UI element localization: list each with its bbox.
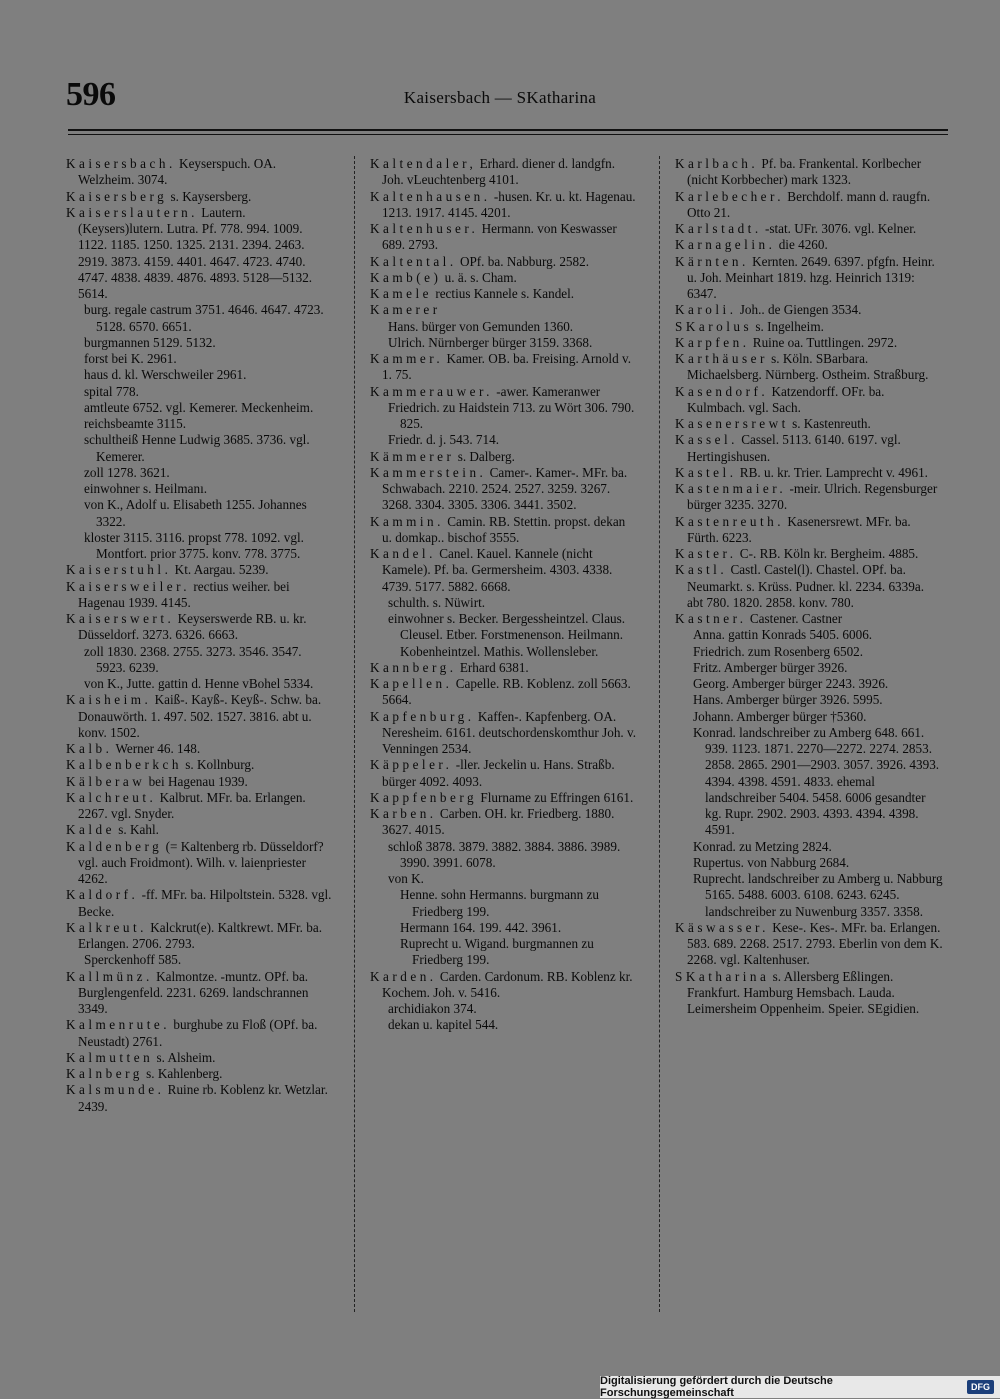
index-headword: Kalnberg bbox=[66, 1066, 143, 1081]
index-headword: Kapfenburg. bbox=[370, 708, 475, 724]
index-entry bbox=[370, 676, 638, 709]
index-headword: Kalchreut. bbox=[66, 789, 157, 805]
index-entry-text: OPf. ba. Nabburg. 2582. bbox=[456, 253, 589, 269]
index-entry-text: burg. regale castrum 3751. 4646. 4647. 4723. 5128. 6570. 6651. bbox=[84, 302, 324, 334]
index-entry-text: Hermann. von Keswasser 689. 2793. bbox=[382, 221, 617, 253]
index-headword: Karben. bbox=[370, 806, 437, 821]
index-entry-text: Canel. Kauel. Kannele (nicht Kamele). Pf. ba. Germersheim. 4303. 4338. 4739. 5177. 5882. 6668. bbox=[382, 546, 613, 594]
index-entry bbox=[675, 254, 943, 303]
index-entry bbox=[66, 676, 334, 692]
index-entry-text: RB. u. kr. Trier. Lamprecht v. 4961. bbox=[736, 464, 928, 480]
index-entry bbox=[370, 1001, 638, 1017]
index-headword: Kallmünz. bbox=[66, 968, 153, 984]
index-headword: Karlbach. bbox=[675, 156, 759, 171]
index-headword: Kammer. bbox=[370, 351, 444, 366]
index-headword: Kapellen. bbox=[370, 676, 453, 691]
index-entry bbox=[66, 839, 334, 888]
index-entry-text: reichsbeamte 3115. bbox=[84, 416, 187, 431]
index-headword: Karlstadt. bbox=[675, 221, 762, 236]
index-entry-text: Kt. Aargau. 5239. bbox=[171, 562, 269, 578]
index-entry bbox=[370, 384, 638, 400]
index-entry-text: -meir. Ulrich. Regensburger bürger 3235. 3270. bbox=[687, 481, 938, 513]
index-entry bbox=[66, 530, 334, 563]
index-entry bbox=[66, 1082, 334, 1115]
index-headword: Kassel. bbox=[675, 432, 738, 448]
index-entry-text: rectius weiher. bei Hagenau 1939. 4145. bbox=[78, 578, 290, 610]
index-entry-text: haus d. kl. Werschweiler 2961. bbox=[84, 367, 247, 383]
index-headword: Kastel. bbox=[675, 464, 737, 480]
index-entry bbox=[370, 806, 638, 839]
index-entry bbox=[675, 969, 943, 1018]
index-entry bbox=[370, 871, 638, 887]
index-entry bbox=[675, 432, 943, 465]
index-headword: Kamerer bbox=[370, 302, 441, 318]
index-entry-text: Werner 46. 148. bbox=[112, 741, 201, 756]
index-entry bbox=[66, 757, 334, 773]
index-entry bbox=[66, 822, 334, 838]
header-rule-thin bbox=[68, 134, 948, 135]
index-entry-text: burghube zu Floß (OPf. ba. Neustadt) 2761. bbox=[78, 1017, 318, 1049]
index-entry-text: Henne. sohn Hermanns. burgmann zu Friedberg 199. bbox=[400, 887, 599, 919]
index-entry-text: Ruine oa. Tuttlingen. 2972. bbox=[749, 334, 898, 350]
index-entry-text: s. Kahlenberg. bbox=[142, 1066, 223, 1081]
index-headword: Käswasser. bbox=[675, 919, 769, 935]
index-entry bbox=[66, 969, 334, 1018]
index-entry bbox=[370, 546, 638, 595]
index-entry bbox=[370, 969, 638, 1002]
index-entry bbox=[66, 400, 334, 416]
index-entry-text: s. Kastenreuth. bbox=[788, 416, 871, 431]
index-entry-text: einwohner s. Heilmanı. bbox=[84, 481, 208, 496]
index-entry bbox=[66, 562, 334, 578]
index-headword: Kaiserswert. bbox=[66, 611, 175, 626]
index-entry bbox=[370, 709, 638, 758]
index-entry bbox=[66, 790, 334, 823]
index-headword: Karthäuser bbox=[675, 351, 768, 366]
index-entry-text: von K., Adolf u. Elisabeth 1255. Johannes 3322. bbox=[84, 497, 307, 529]
index-entry bbox=[675, 302, 943, 318]
index-entry-text: die 4260. bbox=[775, 237, 828, 253]
index-entry-text: Konrad. zu Metzing 2824. bbox=[693, 838, 832, 854]
index-entry-text: Kasenersrewt. MFr. ba. Fürth. 6223. bbox=[687, 513, 911, 545]
index-column-1 bbox=[66, 156, 334, 1115]
index-entry-text: von K., Jutte. gattin d. Henne vBohel 5334. bbox=[84, 676, 314, 691]
index-entry-text: Castl. Castel(l). Chastel. OPf. ba. Neumarkt. s. Krüss. Pudner. kl. 2234. 6339a. abt 780. 1820. 2858. konv. 780. bbox=[687, 562, 924, 610]
index-entry bbox=[370, 351, 638, 384]
index-headword: Kamele bbox=[370, 286, 433, 301]
index-entry-text: s. Kollnburg. bbox=[181, 757, 255, 773]
index-headword: Kammerauwer. bbox=[370, 383, 493, 399]
index-headword: Kaltental. bbox=[370, 253, 457, 269]
index-entry-text: Joh.. de Giengen 3534. bbox=[736, 302, 862, 318]
index-entry-text: schulth. s. Nüwirt. bbox=[388, 594, 486, 610]
index-headword: Kastenmaier. bbox=[675, 481, 787, 496]
index-entry bbox=[370, 595, 638, 611]
running-head: Kaisersbach — SKatharina bbox=[403, 88, 597, 107]
index-entry-text: Flurname zu Effringen 6161. bbox=[477, 789, 634, 805]
index-entry-text: Kaiß-. Kayß-. Keyß-. Schw. ba. Donauwörth. 1. 497. 502. 1527. 3816. abt u. konv. 1502. bbox=[78, 692, 322, 740]
index-entry bbox=[370, 839, 638, 872]
index-headword: Kärnten. bbox=[675, 253, 749, 269]
index-entry-text: burgmannen 5129. 5132. bbox=[84, 334, 216, 350]
index-headword: Kamb(e) bbox=[370, 269, 442, 285]
index-entry-text: Carden. Cardonum. RB. Koblenz kr. Kochem. Joh. v. 5416. bbox=[382, 968, 633, 1000]
index-entry-text: spital 778. bbox=[84, 383, 139, 399]
index-entry-text: Georg. Amberger bürger 2243. 3926. bbox=[693, 676, 889, 691]
index-entry-text: von K. bbox=[388, 871, 424, 886]
index-entry-text: einwohner s. Becker. Bergessheintzel. Claus. Cleusel. Etber. Forstmenenson. Heilmann. Kobenheintzel. Mathis. Wollensleber. bbox=[388, 611, 626, 659]
column-divider bbox=[354, 156, 355, 1312]
index-entry-text: bei Hagenau 1939. bbox=[145, 773, 248, 789]
index-entry-text: Carben. OH. kr. Friedberg. 1880. 3627. 4015. bbox=[382, 806, 615, 838]
index-entry-text: schloß 3878. 3879. 3882. 3884. 3886. 3989. 3990. 3991. 6078. bbox=[388, 838, 621, 870]
index-entry bbox=[675, 335, 943, 351]
index-entry bbox=[66, 465, 334, 481]
index-headword: SKatharina bbox=[675, 968, 770, 984]
index-headword: Karlebecher. bbox=[675, 188, 784, 204]
index-entry bbox=[370, 319, 638, 335]
index-entry bbox=[675, 189, 943, 222]
index-column-3 bbox=[675, 156, 943, 1017]
index-entry-text: Fritz. Amberger bürger 3926. bbox=[693, 659, 848, 675]
index-entry bbox=[370, 254, 638, 270]
index-entry bbox=[66, 189, 334, 205]
index-entry bbox=[370, 660, 638, 676]
index-headword: Kasenersrewt bbox=[675, 416, 789, 431]
index-headword: Karoli. bbox=[675, 302, 737, 318]
index-entry bbox=[370, 920, 638, 936]
index-entry bbox=[66, 497, 334, 530]
index-headword: Kalb. bbox=[66, 741, 113, 756]
index-entry-text: Keyserspuch. OA. Welzheim. 3074. bbox=[78, 156, 277, 188]
index-headword: Karpfen. bbox=[675, 334, 750, 350]
index-headword: Kandel. bbox=[370, 546, 436, 561]
index-entry-text: -stat. UFr. 3076. vgl. Kelner. bbox=[761, 221, 917, 236]
index-entry bbox=[675, 416, 943, 432]
index-entry bbox=[675, 465, 943, 481]
index-entry-text: s. Köln. SBarbara. Michaelsberg. Nürnberg. Ostheim. Straßburg. bbox=[687, 351, 929, 383]
index-entry bbox=[66, 741, 334, 757]
index-entry bbox=[675, 156, 943, 189]
index-entry bbox=[66, 367, 334, 383]
index-entry bbox=[66, 920, 334, 953]
index-entry bbox=[675, 627, 943, 643]
index-entry-text: Friedrich. zu Haidstein 713. zu Wört 306. 790. 825. bbox=[388, 399, 635, 431]
index-headword: SKarolus bbox=[675, 318, 753, 334]
index-entry bbox=[370, 432, 638, 448]
index-entry bbox=[370, 189, 638, 222]
index-entry bbox=[370, 465, 638, 514]
index-entry-text: -awer. Kameranwer bbox=[492, 383, 601, 399]
index-headword: Kämmerer bbox=[370, 448, 455, 464]
index-headword: Kalde bbox=[66, 822, 115, 838]
index-entry bbox=[66, 205, 334, 303]
dfg-logo: DFG bbox=[967, 1380, 994, 1394]
index-entry bbox=[66, 692, 334, 741]
index-entry bbox=[66, 432, 334, 465]
index-entry-text: Kamer. OB. ba. Freising. Arnold v. 1. 75. bbox=[382, 351, 631, 383]
index-entry bbox=[675, 237, 943, 253]
index-entry-text: Camer-. Kamer-. MFr. ba. Schwabach. 2210. 2524. 2527. 3259. 3267. 3268. 3304. 3305. 3306. 3441. 3502. bbox=[382, 464, 628, 513]
index-headword: Kastl. bbox=[675, 562, 728, 578]
index-entry-text: Capelle. RB. Koblenz. zoll 5663. 5664. bbox=[382, 676, 631, 708]
index-entry bbox=[675, 676, 943, 692]
index-entry-text: forst bei K. 2961. bbox=[84, 351, 177, 366]
index-entry bbox=[66, 416, 334, 432]
index-entry bbox=[675, 839, 943, 855]
index-entry bbox=[66, 481, 334, 497]
index-entry bbox=[370, 335, 638, 351]
index-headword: Kastenreuth. bbox=[675, 513, 785, 529]
digitization-credit-bar bbox=[600, 1376, 1000, 1398]
index-entry bbox=[370, 757, 638, 790]
index-entry-text: Ruprecht u. Wigand. burgmannen zu Friedberg 199. bbox=[400, 936, 594, 968]
index-entry bbox=[66, 579, 334, 612]
index-headword: Kaisersberg bbox=[66, 188, 168, 204]
index-entry-text: archidiakon 374. bbox=[388, 1001, 477, 1016]
index-entry-text: u. ä. s. Cham. bbox=[441, 269, 517, 285]
index-entry bbox=[675, 871, 943, 920]
index-entry bbox=[675, 221, 943, 237]
index-entry-text: Erhard 6381. bbox=[456, 659, 529, 675]
index-entry bbox=[370, 887, 638, 920]
index-headword: Kalkreut. bbox=[66, 919, 147, 935]
index-entry-text: Keyserswerde RB. u. kr. Düsseldorf. 3273. 6326. 6663. bbox=[78, 611, 307, 643]
index-entry bbox=[370, 221, 638, 254]
index-entry bbox=[370, 936, 638, 969]
index-entry-text: zoll 1278. 3621. bbox=[84, 464, 170, 480]
index-entry-text: Kernten. 2649. 6397. pfgfn. Heinr. u. Joh. Meinhart 1819. hzg. Heinrich 1319: 6347. bbox=[687, 253, 935, 301]
index-entry-text: Lautern. (Keysers)lutern. Lutra. Pf. 778. 994. 1009. 1122. 1185. 1250. 1325. 2131. 2394. 2463. 2919. 3873. 4159. 4401. 4647. 4723. 4740. 4747. 4838. 4839. 4876. 4893. 5128—5132. 5614. bbox=[78, 204, 313, 301]
index-entry bbox=[66, 644, 334, 677]
index-entry-text: Camin. RB. Stettin. propst. dekan u. domkap.. bischof 3555. bbox=[382, 513, 626, 545]
index-entry-text: s. Dalberg. bbox=[454, 448, 515, 464]
index-entry bbox=[370, 611, 638, 660]
index-entry bbox=[370, 790, 638, 806]
index-headword: Kaltenhausen. bbox=[370, 188, 491, 204]
index-headword: Kammin. bbox=[370, 513, 444, 529]
index-entry-text: Johann. Amberger bürger †5360. bbox=[693, 708, 867, 724]
index-entry bbox=[370, 286, 638, 302]
index-entry bbox=[66, 351, 334, 367]
index-headword: Kalmenrute. bbox=[66, 1017, 171, 1033]
index-entry bbox=[675, 546, 943, 562]
index-entry-text: Kalmontze. -muntz. OPf. ba. Burglengenfeld. 2231. 6269. landschrannen 3349. bbox=[78, 968, 309, 1016]
index-entry bbox=[675, 692, 943, 708]
index-entry-text: s. Kaysersberg. bbox=[167, 188, 252, 204]
index-entry bbox=[675, 514, 943, 547]
index-headword: Kastner. bbox=[675, 611, 747, 626]
index-entry-text: kloster 3115. 3116. propst 778. 1092. vgl. Montfort. prior 3775. konv. 778. 3775. bbox=[84, 529, 304, 561]
index-entry bbox=[66, 1017, 334, 1050]
index-headword: Kaldorf. bbox=[66, 887, 139, 903]
index-headword: Karden. bbox=[370, 968, 437, 984]
index-entry-text: -ller. Jeckelin u. Hans. Straßb. bürger 4092. 4093. bbox=[382, 757, 615, 789]
index-entry bbox=[370, 302, 638, 318]
index-entry bbox=[675, 725, 943, 839]
index-entry-text: Katzendorff. OFr. ba. Kulmbach. vgl. Sach. bbox=[687, 383, 885, 415]
index-headword: Kaster. bbox=[675, 546, 737, 561]
index-entry-text: Berchdolf. mann d. raugfn. Otto 21. bbox=[687, 188, 931, 220]
index-headword: Kaiserslautern. bbox=[66, 204, 198, 220]
index-entry-text: amtleute 6752. vgl. Kemerer. Meckenheim. bbox=[84, 399, 314, 415]
index-entry bbox=[66, 156, 334, 189]
index-entry-text: dekan u. kapitel 544. bbox=[388, 1017, 499, 1033]
index-entry bbox=[675, 481, 943, 514]
index-entry bbox=[66, 887, 334, 920]
index-entry bbox=[370, 270, 638, 286]
index-headword: Kaldenberg bbox=[66, 838, 163, 854]
index-entry bbox=[675, 611, 943, 627]
index-entry-text: (= Kaltenberg rb. Düsseldorf? vgl. auch Froidmont). Wilh. v. laienpriester 4262. bbox=[78, 838, 324, 886]
index-entry-text: Friedr. d. j. 543. 714. bbox=[388, 432, 499, 448]
index-entry-text: Kalbrut. MFr. ba. Erlangen. 2267. vgl. Snyder. bbox=[78, 789, 306, 821]
index-headword: Kalbenberkch bbox=[66, 757, 182, 773]
index-entry-text: rectius Kannele s. Kandel. bbox=[432, 286, 575, 301]
index-entry bbox=[370, 514, 638, 547]
index-entry-text: Cassel. 5113. 6140. 6197. vgl. Hertingishusen. bbox=[687, 432, 901, 464]
index-headword: Kasendorf. bbox=[675, 383, 769, 399]
index-entry-text: Rupertus. von Nabburg 2684. bbox=[693, 854, 850, 870]
index-entry-text: s. Kahl. bbox=[115, 822, 159, 838]
index-entry bbox=[66, 952, 334, 968]
index-entry-text: -ff. MFr. ba. Hilpoltstein. 5328. vgl. Becke. bbox=[78, 887, 332, 919]
index-entry bbox=[66, 384, 334, 400]
index-headword: Kaisersweiler. bbox=[66, 578, 191, 594]
index-entry-text: Ruine rb. Koblenz kr. Wetzlar. 2439. bbox=[78, 1082, 328, 1114]
index-headword: Kaltendaler, bbox=[370, 156, 477, 171]
index-headword: Kannberg. bbox=[370, 659, 457, 675]
header-rule-thick bbox=[68, 129, 948, 131]
index-entry bbox=[66, 1050, 334, 1066]
index-entry-text: Hermann 164. 199. 442. 3961. bbox=[400, 919, 562, 935]
index-entry-text: Friedrich. zum Rosenberg 6502. bbox=[693, 643, 864, 659]
index-entry bbox=[66, 335, 334, 351]
index-entry bbox=[675, 319, 943, 335]
index-entry bbox=[66, 611, 334, 644]
index-entry-text: s. Allersberg Eßlingen. Frankfurt. Hamburg Hemsbach. Lauda. Leimersheim Oppenheim. Speier. SEgidien. bbox=[687, 968, 920, 1016]
index-entry bbox=[675, 384, 943, 417]
index-entry-text: Hans. bürger von Gemunden 1360. bbox=[388, 318, 574, 334]
index-headword: Kalsmunde. bbox=[66, 1082, 165, 1098]
index-entry bbox=[66, 302, 334, 335]
index-entry-text: Sperckenhoff 585. bbox=[84, 952, 182, 968]
index-entry bbox=[675, 709, 943, 725]
index-entry bbox=[370, 449, 638, 465]
index-entry-text: Ruprecht. landschreiber zu Amberg u. Nabburg 5165. 5488. 6003. 6108. 6243. 6245. landschreiber zu Nuwenburg 3357. 3358. bbox=[693, 871, 943, 919]
index-entry bbox=[370, 1017, 638, 1033]
index-headword: Kammerstein. bbox=[370, 464, 487, 480]
index-entry bbox=[370, 400, 638, 433]
index-entry-text: Konrad. landschreiber zu Amberg 648. 661. 939. 1123. 1871. 2270—2272. 2274. 2853. 2858. 2865. 2901—2903. 3057. 3926. 4393. 4394. 4398. 4591. 4833. ehemal landschreiber 5404. 5458. 6006 gesandter kg. Rupr. 2902. 2903. 4393. 4394. 4398. 4591. bbox=[693, 724, 940, 838]
index-entry-text: s. Alsheim. bbox=[153, 1049, 216, 1065]
index-headword: Kaltenhuser. bbox=[370, 221, 479, 236]
index-entry bbox=[675, 855, 943, 871]
digitization-credit-text: Digitalisierung gefördert durch die Deutsche Forschungsgemeinschaft bbox=[600, 1375, 833, 1399]
index-entry-text: Hans. Amberger bürger 3926. 5995. bbox=[693, 692, 883, 708]
index-headword: Kälberaw bbox=[66, 773, 146, 789]
index-headword: Kaiserstuhl. bbox=[66, 562, 172, 578]
index-entry bbox=[675, 351, 943, 384]
index-entry-text: Kalckrut(e). Kaltkrewt. MFr. ba. Erlangen. 2706. 2793. bbox=[78, 919, 322, 951]
index-entry-text: -husen. Kr. u. kt. Hagenau. 1213. 1917. 4145. 4201. bbox=[382, 188, 636, 220]
index-column-2 bbox=[370, 156, 638, 1034]
page-number: 596 bbox=[66, 76, 116, 113]
column-divider bbox=[659, 156, 660, 1312]
index-headword: Kaisersbach. bbox=[66, 156, 176, 171]
index-headword: Kaisheim. bbox=[66, 692, 152, 708]
index-headword: Käppeler. bbox=[370, 757, 453, 773]
index-headword: Kappfenberg bbox=[370, 789, 478, 805]
index-entry bbox=[675, 660, 943, 676]
index-entry bbox=[675, 920, 943, 969]
index-entry bbox=[370, 156, 638, 189]
index-entry-text: Kese-. Kes-. MFr. ba. Erlangen. 583. 689. 2268. 2517. 2793. Eberlin von dem K. 2268. vgl. Kaltenhuser. bbox=[687, 919, 943, 968]
index-entry-text: Erhard. diener d. landgfn. Joh. vLeuchtenberg 4101. bbox=[382, 156, 616, 188]
index-entry bbox=[675, 644, 943, 660]
index-entry-text: schultheiß Henne Ludwig 3685. 3736. vgl. Kemerer. bbox=[84, 432, 310, 464]
index-entry-text: s. Ingelheim. bbox=[752, 318, 824, 334]
index-headword: Karnagelin. bbox=[675, 237, 776, 253]
index-entry-text: Kaffen-. Kapfenberg. OA. Neresheim. 6161. deutschordenskomthur Joh. v. Venningen 2534. bbox=[382, 708, 637, 756]
index-entry-text: zoll 1830. 2368. 2755. 3273. 3546. 3547. 5923. 6239. bbox=[84, 643, 302, 675]
index-entry-text: Anna. gattin Konrads 5405. 6006. bbox=[693, 627, 873, 643]
index-entry bbox=[675, 562, 943, 611]
index-entry-text: Ulrich. Nürnberger bürger 3159. 3368. bbox=[388, 334, 593, 350]
index-headword: Kalmutten bbox=[66, 1049, 154, 1065]
index-entry-text: C-. RB. Köln kr. Bergheim. 4885. bbox=[736, 546, 919, 561]
index-entry-text: Castener. Castner bbox=[746, 611, 843, 626]
index-entry bbox=[66, 1066, 334, 1082]
index-entry bbox=[66, 774, 334, 790]
index-entry-text: Pf. ba. Frankental. Korlbecher (nicht Korbbecher) mark 1323. bbox=[687, 156, 922, 188]
